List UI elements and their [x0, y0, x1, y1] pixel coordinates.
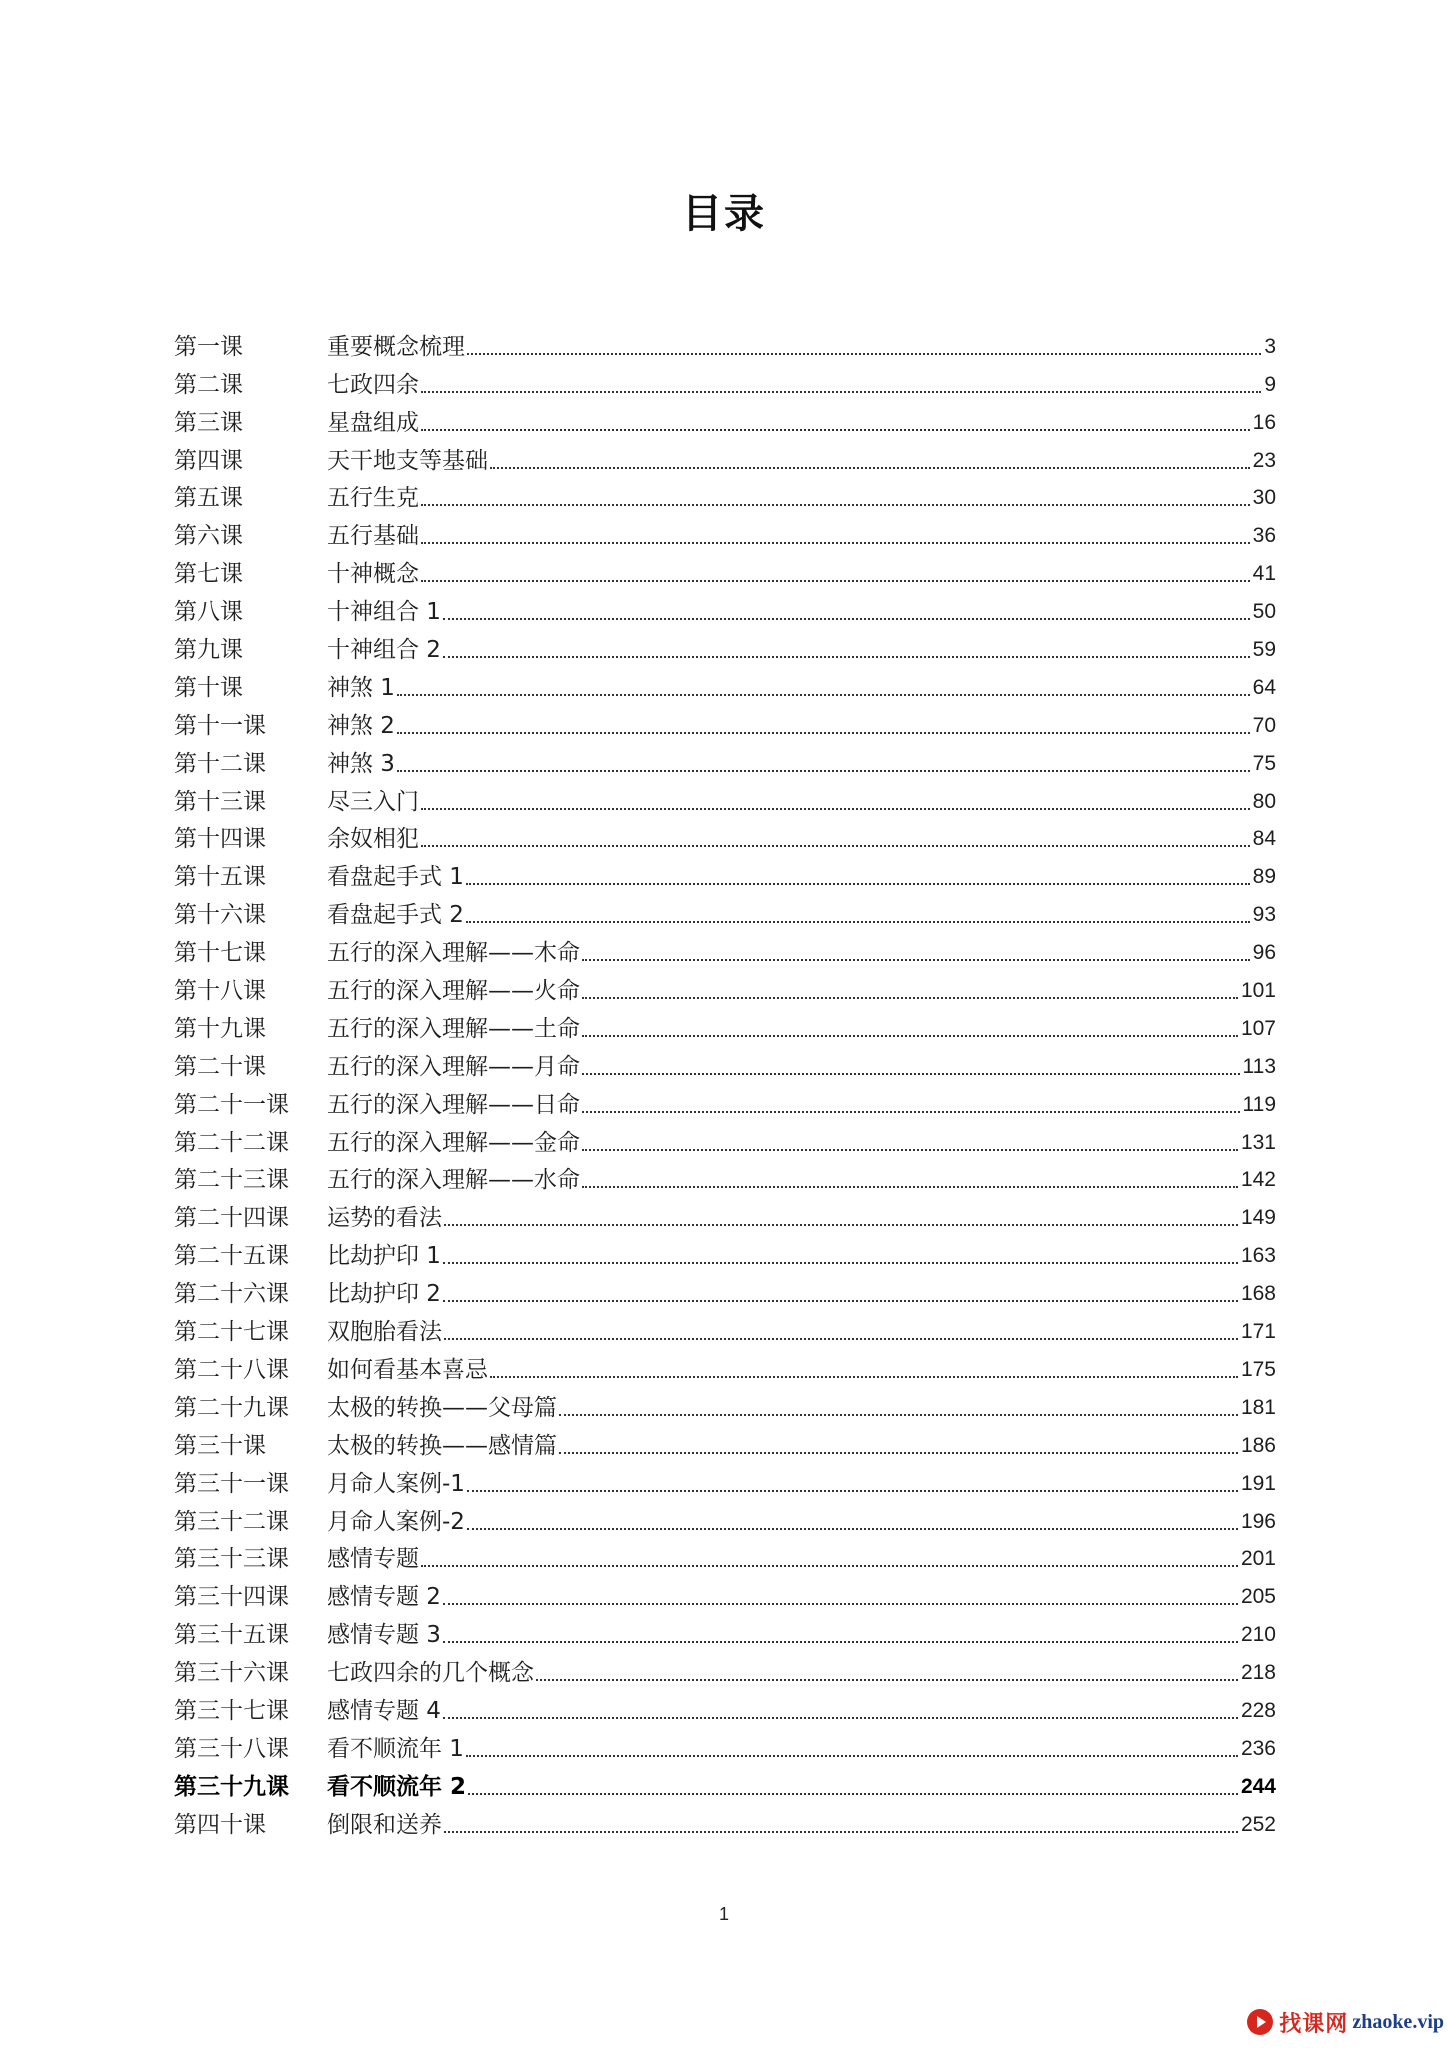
toc-dot-leader: [466, 1754, 1238, 1757]
toc-dot-leader: [443, 1299, 1238, 1302]
toc-page-number: 168: [1240, 1282, 1276, 1306]
toc-row[interactable]: [174, 1461, 1276, 1499]
toc-page-number: 119: [1242, 1092, 1276, 1116]
toc-page-number: 107: [1240, 1016, 1276, 1040]
toc-row[interactable]: [174, 1309, 1276, 1347]
toc-lesson-number: 第五课: [174, 485, 243, 512]
toc-dot-leader: [559, 1451, 1238, 1454]
toc-dot-leader: [397, 769, 1250, 772]
toc-lesson-number: 第四十课: [174, 1811, 266, 1838]
toc-dot-leader: [467, 352, 1261, 355]
toc-row[interactable]: [174, 1006, 1276, 1044]
toc-dot-leader: [443, 655, 1250, 658]
site-watermark: [1245, 2002, 1444, 2042]
toc-row[interactable]: [174, 1764, 1276, 1802]
toc-lesson-number: 第二十课: [174, 1053, 266, 1080]
toc-lesson-number: 第九课: [174, 637, 243, 664]
toc-dot-leader: [582, 958, 1250, 961]
toc-topic: 倒限和送养: [327, 1811, 442, 1838]
toc-page-number: 96: [1252, 941, 1276, 965]
toc-row[interactable]: [174, 1688, 1276, 1726]
toc-row[interactable]: [174, 1423, 1276, 1461]
toc-row[interactable]: [174, 741, 1276, 779]
toc-page-number: 191: [1240, 1471, 1276, 1495]
toc-lesson-number: 第十六课: [174, 902, 266, 929]
toc-topic: 太极的转换——父母篇: [327, 1394, 557, 1421]
toc-lesson-number: 第三十二课: [174, 1508, 289, 1535]
toc-lesson-number: 第三课: [174, 409, 243, 436]
toc-topic: 比劫护印 2: [327, 1281, 441, 1308]
toc-topic: 星盘组成: [327, 409, 419, 436]
toc-page-number: 59: [1252, 638, 1276, 662]
toc-dot-leader: [421, 428, 1250, 431]
toc-page-number: 16: [1252, 410, 1276, 434]
toc-dot-leader: [421, 579, 1250, 582]
toc-page-number: 186: [1240, 1433, 1276, 1457]
toc-lesson-number: 第三十课: [174, 1432, 266, 1459]
toc-page-number: 228: [1240, 1698, 1276, 1722]
toc-dot-leader: [582, 1034, 1238, 1037]
toc-page-number: 196: [1240, 1509, 1276, 1533]
toc-lesson-number: 第十课: [174, 674, 243, 701]
toc-row[interactable]: [174, 324, 1276, 362]
toc-lesson-number: 第十二课: [174, 750, 266, 777]
toc-topic: 月命人案例-1: [327, 1470, 465, 1497]
toc-dot-leader: [444, 1830, 1238, 1833]
toc-topic: 看盘起手式 1: [327, 864, 464, 891]
toc-topic: 五行的深入理解——水命: [327, 1167, 580, 1194]
toc-page-number: 113: [1242, 1054, 1276, 1078]
toc-dot-leader: [490, 1375, 1238, 1378]
toc-row[interactable]: [174, 551, 1276, 589]
toc-lesson-number: 第十四课: [174, 826, 266, 853]
toc-lesson-number: 第二课: [174, 371, 243, 398]
toc-lesson-number: 第二十八课: [174, 1356, 289, 1383]
toc-dot-leader: [443, 1640, 1238, 1643]
toc-page-number: 23: [1252, 448, 1276, 472]
toc-lesson-number: 第三十九课: [174, 1773, 289, 1800]
toc-lesson-number: 第二十一课: [174, 1091, 289, 1118]
toc-row[interactable]: [174, 589, 1276, 627]
toc-topic: 十神概念: [327, 561, 419, 588]
toc-topic: 七政四余的几个概念: [327, 1660, 534, 1687]
toc-lesson-number: 第三十六课: [174, 1660, 289, 1687]
toc-row[interactable]: [174, 1574, 1276, 1612]
toc-page-number: 3: [1264, 334, 1276, 358]
toc-row[interactable]: [174, 362, 1276, 400]
toc-page-number: 131: [1240, 1130, 1276, 1154]
toc-dot-leader: [421, 541, 1250, 544]
play-logo-icon: [1245, 2007, 1275, 2037]
toc-dot-leader: [421, 390, 1261, 393]
toc-topic: 天干地支等基础: [327, 447, 488, 474]
toc-topic: 感情专题 3: [327, 1622, 441, 1649]
toc-dot-leader: [443, 1602, 1238, 1605]
toc-topic: 月命人案例-2: [327, 1508, 465, 1535]
toc-dot-leader: [582, 1072, 1240, 1075]
toc-row[interactable]: [174, 1612, 1276, 1650]
toc-page-number: 142: [1240, 1168, 1276, 1192]
toc-lesson-number: 第十八课: [174, 978, 266, 1005]
toc-page-number: 70: [1252, 713, 1276, 737]
toc-page-number: 175: [1240, 1357, 1276, 1381]
toc-topic: 双胞胎看法: [327, 1319, 442, 1346]
toc-row[interactable]: [174, 892, 1276, 930]
toc-topic: 感情专题 4: [327, 1697, 441, 1724]
toc-lesson-number: 第二十九课: [174, 1394, 289, 1421]
toc-topic: 七政四余: [327, 371, 419, 398]
toc-topic: 感情专题 2: [327, 1584, 441, 1611]
toc-dot-leader: [490, 466, 1250, 469]
toc-lesson-number: 第十七课: [174, 940, 266, 967]
toc-row[interactable]: [174, 1271, 1276, 1309]
toc-topic: 五行的深入理解——土命: [327, 1015, 580, 1042]
toc-lesson-number: 第二十六课: [174, 1281, 289, 1308]
toc-dot-leader: [444, 1223, 1238, 1226]
toc-dot-leader: [443, 1261, 1238, 1264]
watermark-text: 找课网: [1279, 2011, 1349, 2037]
toc-lesson-number: 第三十七课: [174, 1697, 289, 1724]
toc-row[interactable]: [174, 1499, 1276, 1537]
toc-lesson-number: 第六课: [174, 523, 243, 550]
toc-page-number: 75: [1252, 751, 1276, 775]
toc-page-number: 89: [1252, 865, 1276, 889]
toc-dot-leader: [421, 844, 1250, 847]
toc-page-number: 163: [1240, 1244, 1276, 1268]
toc-page-number: 30: [1252, 486, 1276, 510]
toc-topic: 重要概念梳理: [327, 333, 465, 360]
toc-page-number: 236: [1240, 1736, 1276, 1760]
toc-page-number: 201: [1240, 1547, 1276, 1571]
toc-lesson-number: 第三十一课: [174, 1470, 289, 1497]
toc-row[interactable]: [174, 930, 1276, 968]
toc-row[interactable]: [174, 476, 1276, 514]
toc-topic: 余奴相犯: [327, 826, 419, 853]
toc-lesson-number: 第三十五课: [174, 1622, 289, 1649]
toc-row[interactable]: [174, 703, 1276, 741]
page-number: 1: [718, 1904, 729, 1924]
page-title: 目录: [682, 191, 766, 237]
toc-dot-leader: [466, 882, 1250, 885]
toc-page-number: 244: [1240, 1774, 1276, 1798]
toc-row[interactable]: [174, 627, 1276, 665]
toc-topic: 看盘起手式 2: [327, 902, 464, 929]
toc-page-number: 41: [1252, 562, 1276, 586]
toc-row[interactable]: [174, 1044, 1276, 1082]
toc-dot-leader: [559, 1413, 1238, 1416]
toc-dot-leader: [466, 920, 1250, 923]
toc-page-number: 36: [1252, 524, 1276, 548]
toc-row[interactable]: [174, 1195, 1276, 1233]
toc-topic: 五行的深入理解——金命: [327, 1129, 580, 1156]
toc-topic: 五行的深入理解——木命: [327, 940, 580, 967]
toc-lesson-number: 第三十三课: [174, 1546, 289, 1573]
toc-row[interactable]: [174, 513, 1276, 551]
toc-row[interactable]: [174, 438, 1276, 476]
toc-row[interactable]: [174, 968, 1276, 1006]
table-of-contents: [174, 324, 1276, 1840]
toc-row[interactable]: [174, 665, 1276, 703]
toc-lesson-number: 第四课: [174, 447, 243, 474]
toc-page-number: 218: [1240, 1661, 1276, 1685]
toc-dot-leader: [421, 807, 1250, 810]
toc-lesson-number: 第二十二课: [174, 1129, 289, 1156]
toc-lesson-number: 第二十五课: [174, 1243, 289, 1270]
toc-lesson-number: 第三十八课: [174, 1735, 289, 1762]
toc-topic: 五行的深入理解——日命: [327, 1091, 580, 1118]
toc-row[interactable]: [174, 1158, 1276, 1196]
toc-page-number: 181: [1240, 1395, 1276, 1419]
toc-dot-leader: [467, 1527, 1238, 1530]
toc-lesson-number: 第二十四课: [174, 1205, 289, 1232]
toc-row[interactable]: [174, 1082, 1276, 1120]
toc-dot-leader: [443, 617, 1250, 620]
toc-topic: 运势的看法: [327, 1205, 442, 1232]
toc-dot-leader: [397, 693, 1250, 696]
toc-dot-leader: [582, 1148, 1238, 1151]
watermark-domain: zhaoke.vip: [1352, 2010, 1444, 2033]
toc-topic: 神煞 1: [327, 674, 395, 701]
toc-page-number: 171: [1240, 1320, 1276, 1344]
toc-dot-leader: [582, 1110, 1240, 1113]
toc-row[interactable]: [174, 1120, 1276, 1158]
toc-row[interactable]: [174, 854, 1276, 892]
toc-topic: 神煞 2: [327, 712, 395, 739]
toc-topic: 五行的深入理解——月命: [327, 1053, 580, 1080]
toc-topic: 看不顺流年 1: [327, 1735, 464, 1762]
toc-lesson-number: 第十三课: [174, 788, 266, 815]
toc-lesson-number: 第十一课: [174, 712, 266, 739]
toc-row[interactable]: [174, 1233, 1276, 1271]
toc-topic: 十神组合 1: [327, 599, 441, 626]
toc-page-number: 9: [1264, 372, 1276, 396]
toc-row[interactable]: [174, 817, 1276, 855]
toc-topic: 十神组合 2: [327, 637, 441, 664]
toc-lesson-number: 第三十四课: [174, 1584, 289, 1611]
toc-dot-leader: [421, 1564, 1238, 1567]
toc-topic: 神煞 3: [327, 750, 395, 777]
toc-topic: 如何看基本喜忌: [327, 1356, 488, 1383]
toc-lesson-number: 第二十三课: [174, 1167, 289, 1194]
toc-row[interactable]: [174, 1726, 1276, 1764]
toc-lesson-number: 第七课: [174, 561, 243, 588]
toc-dot-leader: [421, 503, 1250, 506]
toc-page-number: 149: [1240, 1206, 1276, 1230]
toc-page-number: 93: [1252, 903, 1276, 927]
toc-row[interactable]: [174, 400, 1276, 438]
toc-topic: 比劫护印 1: [327, 1243, 441, 1270]
toc-row[interactable]: [174, 1537, 1276, 1575]
toc-topic: 太极的转换——感情篇: [327, 1432, 557, 1459]
toc-dot-leader: [468, 1792, 1238, 1795]
toc-topic: 五行基础: [327, 523, 419, 550]
toc-topic: 尽三入门: [327, 788, 419, 815]
toc-dot-leader: [467, 1489, 1238, 1492]
toc-page-number: 205: [1240, 1585, 1276, 1609]
toc-topic: 五行生克: [327, 485, 419, 512]
toc-page-number: 210: [1240, 1623, 1276, 1647]
toc-lesson-number: 第一课: [174, 333, 243, 360]
toc-page-number: 101: [1240, 979, 1276, 1003]
toc-row[interactable]: [174, 1650, 1276, 1688]
toc-page-number: 50: [1252, 600, 1276, 624]
toc-page-number: 80: [1252, 789, 1276, 813]
toc-page-number: 64: [1252, 675, 1276, 699]
toc-dot-leader: [443, 1716, 1238, 1719]
toc-row[interactable]: [174, 779, 1276, 817]
toc-lesson-number: 第八课: [174, 599, 243, 626]
toc-dot-leader: [397, 731, 1250, 734]
toc-dot-leader: [582, 996, 1238, 999]
toc-dot-leader: [582, 1185, 1238, 1188]
toc-row[interactable]: [174, 1347, 1276, 1385]
toc-lesson-number: 第十九课: [174, 1015, 266, 1042]
toc-page-number: 252: [1240, 1812, 1276, 1836]
toc-lesson-number: 第十五课: [174, 864, 266, 891]
toc-lesson-number: 第二十七课: [174, 1319, 289, 1346]
toc-topic: 看不顺流年 2: [327, 1773, 467, 1800]
toc-topic: 五行的深入理解——火命: [327, 978, 580, 1005]
toc-row[interactable]: [174, 1385, 1276, 1423]
toc-page-number: 84: [1252, 827, 1276, 851]
toc-dot-leader: [444, 1337, 1238, 1340]
toc-topic: 感情专题: [327, 1546, 419, 1573]
toc-row[interactable]: [174, 1802, 1276, 1840]
toc-dot-leader: [536, 1678, 1238, 1681]
